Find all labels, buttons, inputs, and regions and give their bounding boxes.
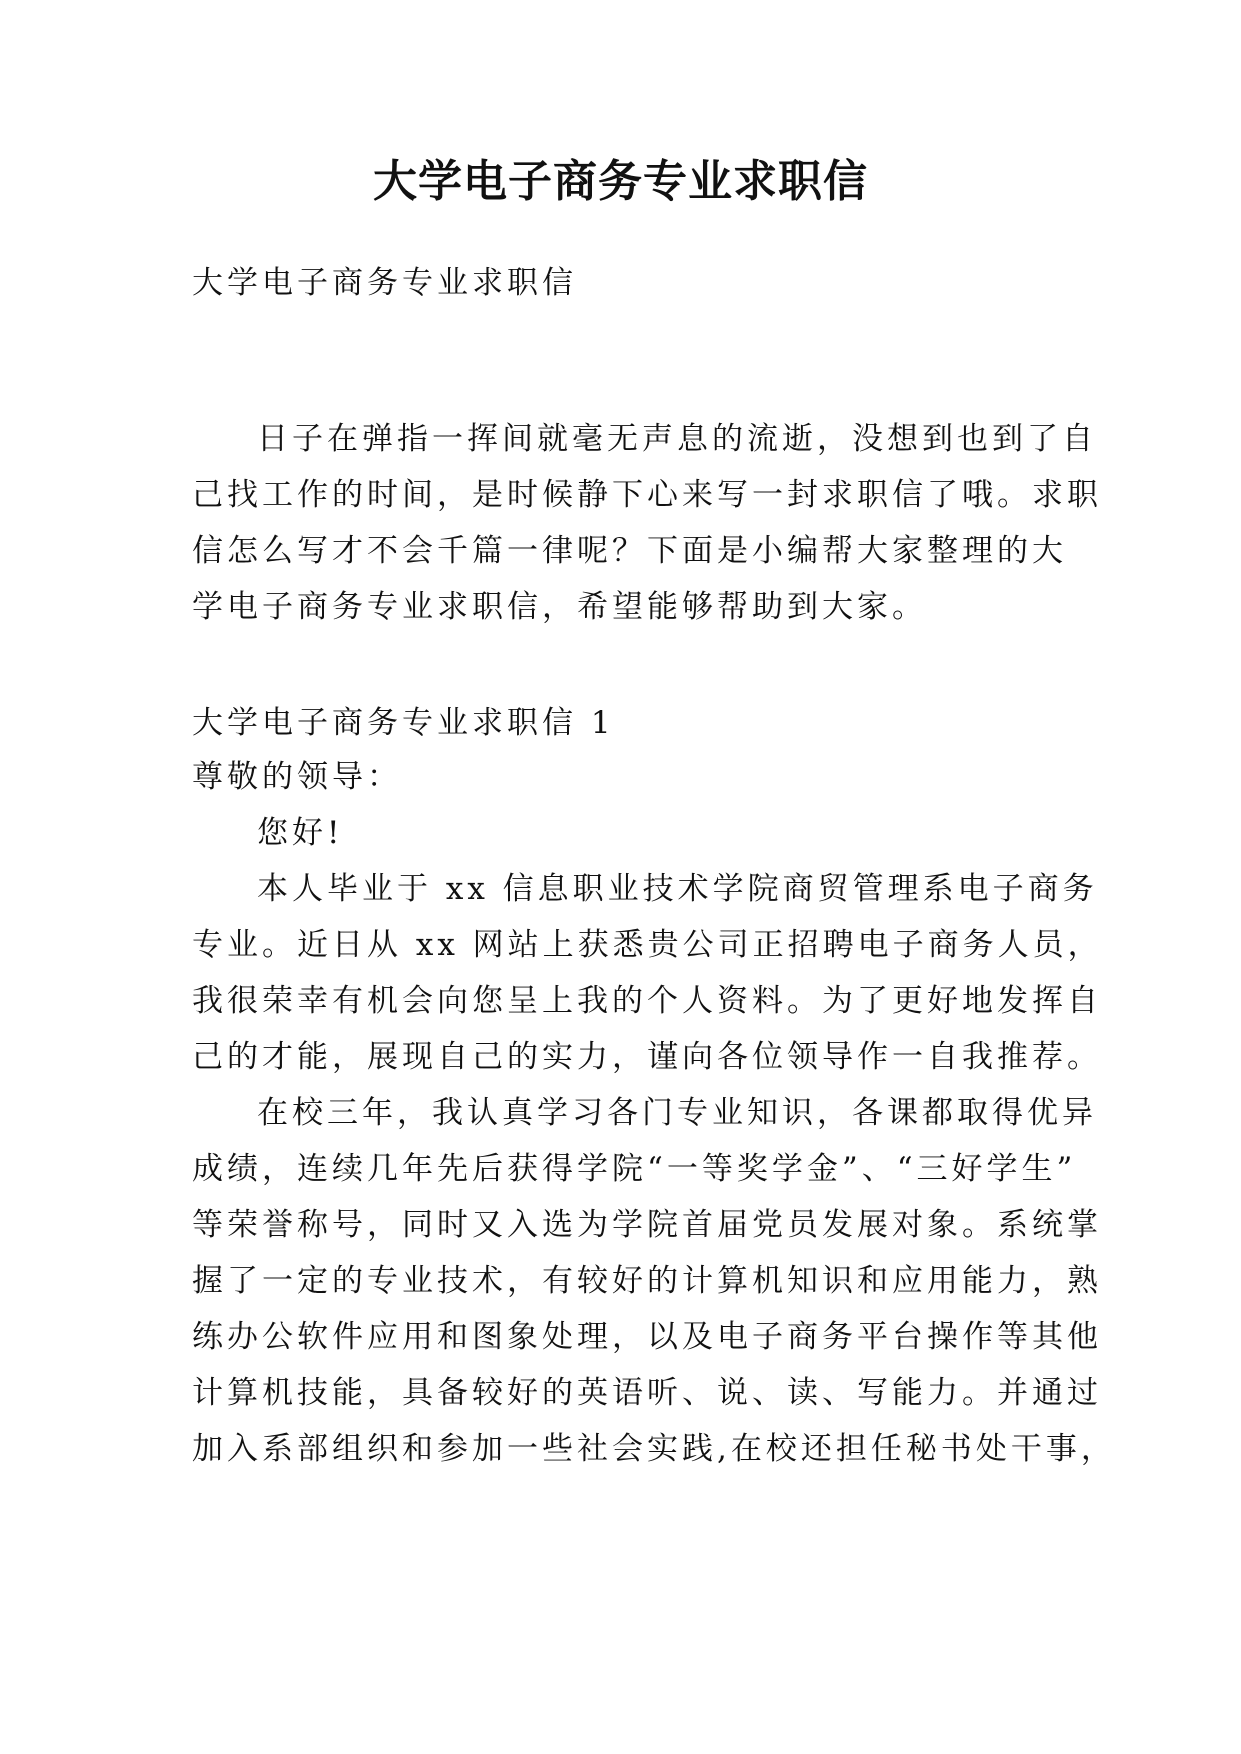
paragraph-line: 在校三年，我认真学习各门专业知识，各课都取得优异 <box>257 1095 1097 1131</box>
intro-line: 己找工作的时间，是时候静下心来写一封求职信了哦。求职 <box>192 477 1102 513</box>
intro-line: 日子在弹指一挥间就毫无声息的流逝，没想到也到了自 <box>257 421 1097 457</box>
document-title: 大学电子商务专业求职信 <box>373 156 868 207</box>
paragraph-line: 练办公软件应用和图象处理，以及电子商务平台操作等其他 <box>192 1319 1102 1355</box>
section-heading: 大学电子商务专业求职信 1 <box>192 705 615 741</box>
paragraph-line: 成绩，连续几年先后获得学院“一等奖学金”、“三好学生” <box>192 1151 1077 1187</box>
paragraph-line: 计算机技能，具备较好的英语听、说、读、写能力。并通过 <box>192 1375 1102 1411</box>
paragraph-line: 专业。近日从 xx 网站上获悉贵公司正招聘电子商务人员， <box>192 927 1103 963</box>
paragraph-line: 加入系部组织和参加一些社会实践,在校还担任秘书处干事， <box>192 1431 1116 1467</box>
paragraph-line: 等荣誉称号，同时又入选为学院首届党员发展对象。系统掌 <box>192 1207 1102 1243</box>
document-subtitle: 大学电子商务专业求职信 <box>192 265 577 301</box>
greeting: 您好! <box>257 815 344 851</box>
intro-line: 学电子商务专业求职信，希望能够帮助到大家。 <box>192 589 927 625</box>
salutation: 尊敬的领导： <box>192 759 402 795</box>
paragraph-line: 己的才能，展现自己的实力，谨向各位领导作一自我推荐。 <box>192 1039 1102 1075</box>
paragraph-line: 握了一定的专业技术，有较好的计算机知识和应用能力，熟 <box>192 1263 1102 1299</box>
paragraph-line: 我很荣幸有机会向您呈上我的个人资料。为了更好地发挥自 <box>192 983 1102 1019</box>
paragraph-line: 本人毕业于 xx 信息职业技术学院商贸管理系电子商务 <box>257 871 1098 907</box>
intro-line: 信怎么写才不会千篇一律呢？下面是小编帮大家整理的大 <box>192 533 1067 569</box>
